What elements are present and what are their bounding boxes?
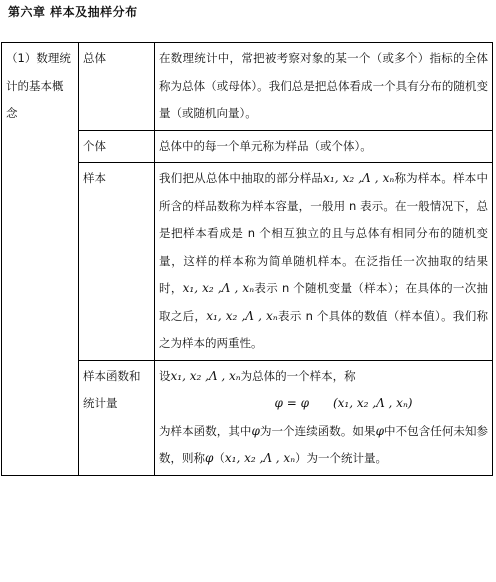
definition-cell <box>155 163 493 361</box>
text-run: 表示 n 个具体的数值（样本值）。我们称之为样本的两重性。 <box>159 308 489 350</box>
text-run: 为样本函数，其中 <box>159 423 252 438</box>
math-expression: φ <box>375 423 384 438</box>
term-cell: 个体 <box>79 130 155 163</box>
math-expression: x₁, x₂ ,Λ , xₙ <box>224 451 296 465</box>
text-run: 称为样本。样本中所含的样品数称为样本容量，一般用 n 表示。在一般情况下，总是把样本看成是 n 个相互独立的且与总体有相同分布的随机变量，这样的样本称为简单随机样本。在泛指任一次抽取的结果时， <box>159 171 489 295</box>
text-run: 设 <box>159 368 171 383</box>
formula: φ = φ (x₁, x₂ ,Λ , xₙ) <box>274 396 413 410</box>
term-cell: 总体 <box>79 43 155 131</box>
text-run: ）为一个统计量。 <box>295 451 388 465</box>
text-run: 为一个连续函数。如果 <box>259 423 376 438</box>
math-expression: x₁, x₂ ,Λ , xₙ <box>170 368 241 383</box>
math-expression: x₁, x₂ ,Λ , xₙ <box>182 281 255 295</box>
text-run: 我们把从总体中抽取的部分样品 <box>159 171 324 185</box>
table-row <box>2 43 493 131</box>
concept-table <box>1 42 493 476</box>
math-expression: φ <box>251 423 260 438</box>
math-expression: φ <box>205 451 214 465</box>
definition-cell: 总体中的每一个单元称为样品（或个体）。 <box>155 130 493 163</box>
math-expression: x₁, x₂ ,Λ , xₙ <box>206 308 278 323</box>
chapter-title: 第六章 样本及抽样分布 <box>8 5 138 19</box>
definition-cell: 在数理统计中，常把被考察对象的某一个（或多个）指标的全体称为总体（或母体）。我们总是把总体看成一个具有分布的随机变量（或随机向量）。 <box>155 43 493 131</box>
text-run: （ <box>213 451 225 465</box>
term-cell: 样本函数和统计量 <box>79 360 155 475</box>
text-run: 为总体的一个样本，称 <box>240 368 356 383</box>
text-run: 中不包含任何未知参数，则称 <box>159 423 489 465</box>
category-cell: （1）数理统计的基本概念 <box>2 43 79 476</box>
definition-cell <box>155 360 493 475</box>
text-run: 表示 n 个随机变量（样本）；在具体的一次抽取之后， <box>159 281 489 323</box>
math-expression: x₁, x₂ ,Λ , xₙ <box>323 171 395 185</box>
term-cell: 样本 <box>79 163 155 361</box>
